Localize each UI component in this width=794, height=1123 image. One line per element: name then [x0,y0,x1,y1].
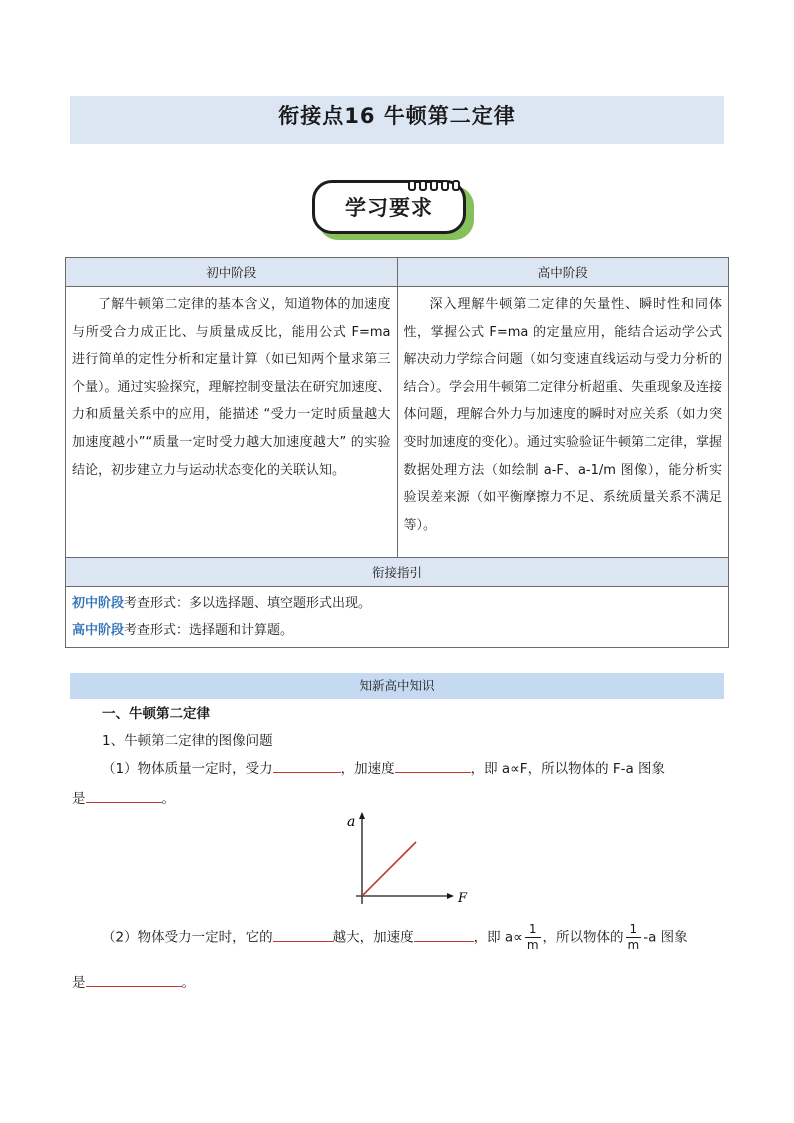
q2-blank-2 [414,927,474,942]
section-bar: 知新高中知识 [70,673,724,699]
q1-blank-3 [86,788,162,803]
subheading-graph-problems: 1、牛顿第二定律的图像问题 [102,733,273,749]
q2-blank-1 [273,927,333,942]
fraction-numerator: 1 [525,922,541,938]
title-banner [70,96,724,144]
q2-blank-3 [86,972,182,987]
question-1-line1 [102,757,665,777]
guide-line-junior [72,590,722,617]
junior-stage-header: 初中阶段 [66,258,398,287]
question-1-line2 [72,787,175,807]
q1-blank-2 [395,758,471,773]
guide-junior-text: 考查形式：多以选择题、填空题形式出现。 [124,596,372,611]
q2-text-e: -a 图象 [643,929,688,946]
question-2-line2 [72,971,195,991]
page-title: 衔接点16 牛顿第二定律 [278,104,516,128]
junior-stage-text: 了解牛顿第二定律的基本含义，知道物体的加速度与所受合力成正比、与质量成反比，能用公式 F=ma 进行简单的定性分析和定量计算（如已知两个量求第三个量）。通过实验探究，理解控制变量法在研究加速度、力和质量关系中的应用，能描述 “受力一定时质量越大加速度越小”“质量一定时受力越大加速度越大” 的实验结论，初步建立力与运动状态变化的关联认知。 [66,287,398,558]
q1-blank-1 [273,758,341,773]
x-axis-arrow-icon [447,893,454,899]
q1-text-d: 是 [72,791,86,807]
q1-text-c: ，即 a∝F，所以物体的 F-a 图象 [470,761,666,777]
study-requirements-badge [312,176,478,244]
requirements-table [65,257,729,648]
fraction-numerator-2: 1 [626,922,642,938]
q1-text-a: （1）物体质量一定时，受力 [102,761,273,777]
guide-header: 衔接指引 [66,558,729,587]
q2-text-g: 。 [181,975,195,991]
q2-text-c: ，即 a∝ [473,929,523,946]
guide-junior-highlight: 初中阶段 [72,596,125,611]
heading-newton-second-law: 一、牛顿第二定律 [102,706,210,722]
proportional-line [362,842,416,896]
guide-senior-highlight: 高中阶段 [72,623,125,638]
q2-text-d: ，所以物体的 [542,929,624,946]
notebook-rings-icon [408,176,463,195]
q1-text-e: 。 [161,791,175,807]
guide-senior-text: 考查形式：选择题和计算题。 [124,623,294,638]
senior-stage-text: 深入理解牛顿第二定律的矢量性、瞬时性和同体性，掌握公式 F=ma 的定量应用，能结合运动学公式解决动力学综合问题（如匀变速直线运动与受力分析的结合）。学会用牛顿第二定律分析超重、失重现象及连接体问题，理解合外力与加速度的瞬时对应关系（如力突变时加速度的变化）。通过实验验证牛顿第二定律，掌握数据处理方法（如绘制 a-F、a-1/m 图像），能分析实验误差来源（如平衡摩擦力不足、系统质量关系不满足等）。 [397,287,729,558]
fraction-denominator: m [526,938,539,952]
fraction-one-over-m [525,922,541,953]
question-2-line1 [102,922,688,953]
q1-text-b: ，加速度 [340,761,395,777]
fraction-one-over-m-2 [626,922,642,953]
guide-line-senior [72,617,722,644]
badge-label: 学习要求 [345,196,433,220]
a-f-graph [340,810,480,910]
q2-text-b: 越大，加速度 [332,929,414,946]
senior-stage-header: 高中阶段 [397,258,729,287]
y-axis-label: a [347,814,356,830]
guide-body [66,587,729,648]
fraction-denominator-2: m [627,938,640,952]
q2-text-f: 是 [72,975,86,991]
y-axis-arrow-icon [359,812,365,819]
x-axis-label: F [458,891,468,906]
q2-text-a: （2）物体受力一定时，它的 [102,929,273,946]
